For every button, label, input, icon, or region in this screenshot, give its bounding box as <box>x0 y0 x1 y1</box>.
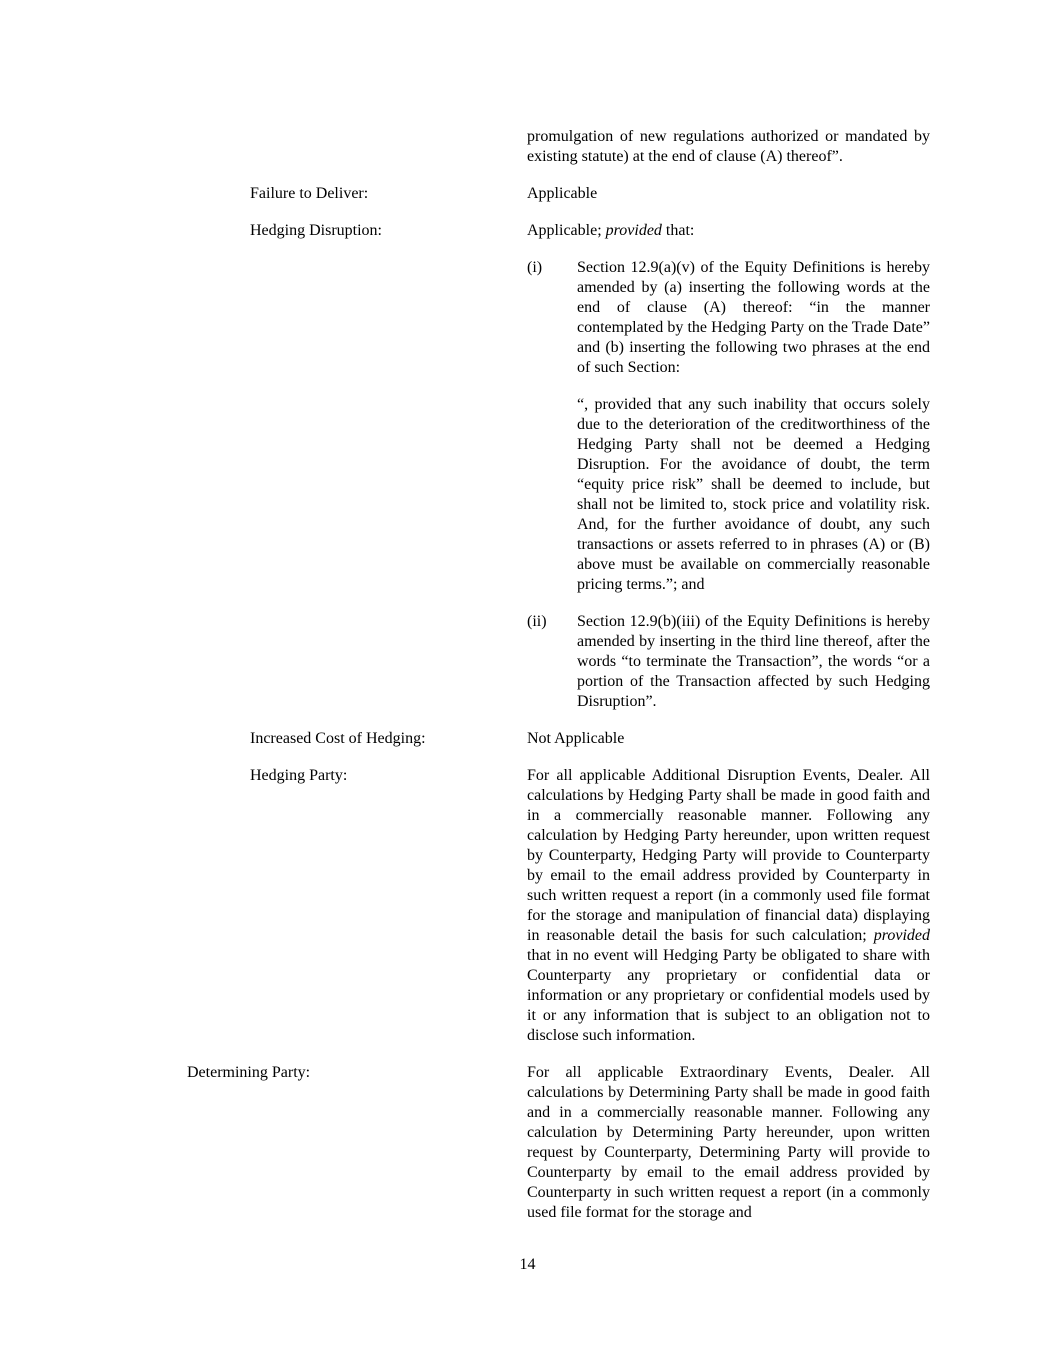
increased-cost-of-hedging-value: Not Applicable <box>527 730 625 747</box>
field-increased-cost-of-hedging <box>0 729 1055 749</box>
hedging-party-paragraph-post: that in no event will Hedging Party be obligated to share with Counterparty any proprietary or confidential data or information or any proprietary or confidential models used by it or any information that is subject to an obligation not to disclose such information. <box>527 947 930 1044</box>
hedging-party-paragraph-provided: provided <box>873 927 930 944</box>
hedging-disruption-value-post: that: <box>661 222 695 239</box>
continuation-paragraph: promulgation of new regulations authorized or mandated by existing statute) at the end of clause (A) thereof”. <box>527 128 930 165</box>
clause-item-ii <box>0 612 1055 712</box>
hedging-party-paragraph-pre: For all applicable Additional Disruption Events, Dealer. All calculations by Hedging Party shall be made in good faith and in a commercially reasonable manner. Following any calculation by Hedging Party hereunder, upon written request by Counterparty, Hedging Party will provide to Counterparty by email to the email address provided by Counterparty in such written request a report (in a commonly used file format for the storage and manipulation of financial data) displaying in reasonable detail the basis for such calculation; <box>527 767 930 944</box>
determining-party-paragraph: For all applicable Extraordinary Events, Dealer. All calculations by Determining Party shall be made in good faith and in a commercially reasonable manner. Following any calculation by Determining Party hereunder, upon written request by Counterparty, Determining Party will provide to Counterparty by email to the email address provided by Counterparty in such written request a report (in a commonly used file format for the storage and <box>527 1064 930 1221</box>
clause-i-text: Section 12.9(a)(v) of the Equity Definitions is hereby amended by (a) inserting the following words at the end of clause (A) thereof: “in the manner contemplated by the Hedging Party on the Trade Date” and (b) inserting the following two phrases at the end of such Section: <box>577 259 930 376</box>
field-hedging-disruption <box>0 221 1055 241</box>
clause-ii-marker: (ii) <box>527 613 547 630</box>
failure-to-deliver-value: Applicable <box>527 185 598 202</box>
hedging-disruption-value-pre: Applicable; <box>527 222 606 239</box>
clause-i-marker: (i) <box>527 259 543 276</box>
hedging-party-paragraph <box>527 766 930 1046</box>
hedging-party-label: Hedging Party: <box>250 767 348 784</box>
page-number: 14 <box>519 1256 536 1273</box>
quoted-amendment-paragraph: “, provided that any such inability that occurs solely due to the deterioration of the creditworthiness of the Hedging Party shall not be deemed a Hedging Disruption. For the avoidance of doubt, the term “equity price risk” shall be deemed to include, but shall not be limited to, stock price and volatility risk. And, for the further avoidance of doubt, any such transactions or assets referred to in phrases (A) or (B) above must be available on commercially reasonable pricing terms.”; and <box>577 396 930 593</box>
field-determining-party <box>0 1063 1055 1223</box>
document-body <box>0 127 1055 1240</box>
field-failure-to-deliver <box>0 184 1055 204</box>
increased-cost-of-hedging-label: Increased Cost of Hedging: <box>250 730 426 747</box>
hedging-disruption-label: Hedging Disruption: <box>250 222 382 239</box>
determining-party-label: Determining Party: <box>187 1064 311 1081</box>
field-hedging-party <box>0 766 1055 1046</box>
failure-to-deliver-label: Failure to Deliver: <box>250 185 369 202</box>
clause-ii-text: Section 12.9(b)(iii) of the Equity Definitions is hereby amended by inserting in the third line thereof, after the words “to terminate the Transaction”, the words “or a portion of the Transaction affected by such Hedging Disruption”. <box>577 613 930 710</box>
clause-item-i <box>0 258 1055 378</box>
hedging-disruption-value <box>527 221 930 241</box>
hedging-disruption-value-provided: provided <box>605 222 662 239</box>
